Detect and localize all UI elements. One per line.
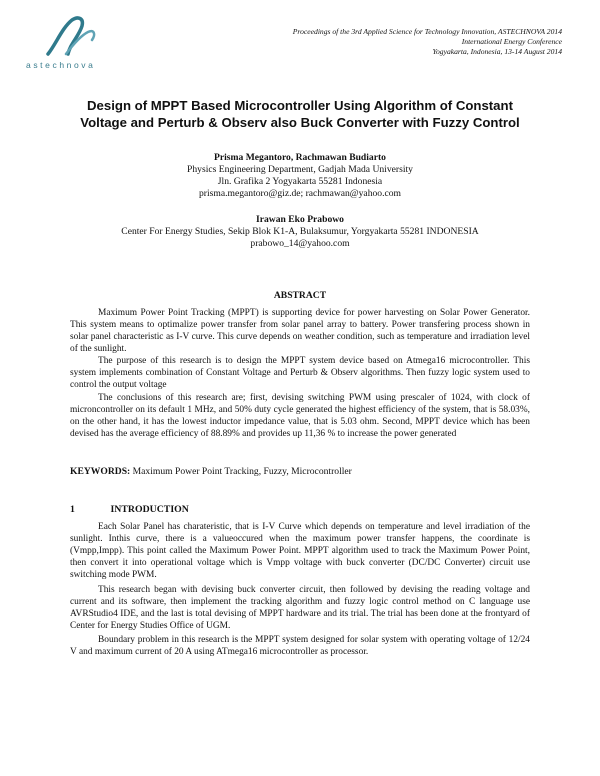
keywords-label: KEYWORDS: (70, 466, 131, 477)
conference-header (222, 27, 562, 57)
author-email-2: prabowo_14@yahoo.com (250, 238, 350, 249)
author-email: prisma.megantoro@giz.de; rachmawan@yahoo.com (198, 188, 402, 199)
abstract-paragraph-1: Maximum Power Point Tracking (MPPT) is supporting device for power harvesting on Solar Power Generator. This system means to optimalize power transfer from solar panel array to battery. Power transfering process shown in solar panel characteristic as I-V curve. This curve depends on weather condition, such as temperature and irradiation level of the sunlight. (70, 308, 530, 354)
intro-paragraph-3: Boundary problem in this research is the MPPT system designed for solar system with operating voltage of 12/24 V and maximum current of 20 A using ATmega16 microcontroller as processor. (70, 635, 530, 657)
abstract-paragraph-2: The purpose of this research is to design the MPPT system device based on Atmega16 microcontroller. This system implements combination of Constant Voltage and Perturb & Observ algorithms. Then fuzzy logic system used to control the output voltage (70, 356, 530, 390)
author-names: Prisma Megantoro, Rachmawan Budiarto (214, 152, 386, 163)
author-department: Physics Engineering Department, Gadjah Mada University (187, 164, 413, 175)
section-number: 1 (70, 504, 75, 515)
title-line-1: Design of MPPT Based Microcontroller Using Algorithm of Constant (87, 98, 513, 113)
logo-wordmark: astechnova (26, 60, 96, 70)
conference-line-1: Proceedings of the 3rd Applied Science for Technology Innovation, ASTECHNOVA 2014 (292, 27, 562, 36)
abstract-paragraph-3: The conclusions of this research are; first, devising switching PWM using prescaler of 1024, with clock of microncontroller on its default 1 MHz, and 50% duty cycle generated the highest efficiency of the system, that is 58.03%, on the other hand, it has the lowest inductor impedance value, that is 5.03 ohm. Second, MPPT device which has been devised has the average efficiency of 88.89% and provides up 11,36 % to increase the power generated (70, 393, 530, 439)
keywords-text: Maximum Power Point Tracking, Fuzzy, Microcontroller (132, 466, 352, 477)
author-address: Jln. Grafika 2 Yogyakarta 55281 Indonesia (217, 176, 383, 187)
section-heading (70, 504, 189, 515)
astechnova-logo (22, 14, 132, 74)
author-name-2: Irawan Eko Prabowo (256, 214, 344, 225)
author-block-2 (40, 214, 560, 250)
author-block-1 (40, 152, 560, 200)
paper-title (40, 97, 560, 131)
keywords-line (70, 466, 540, 477)
conference-line-2: International Energy Conference (461, 37, 562, 46)
section-title: INTRODUCTION (110, 504, 189, 515)
logo-swirl-icon (42, 14, 98, 60)
title-line-2: Voltage and Perturb & Observ also Buck Converter with Fuzzy Control (80, 115, 520, 130)
intro-paragraph-2: This research began with devising buck converter circuit, then followed by devising the reading voltage and current and its software, then implement the tracking algorithm and fuzzy logic control method on C language use AVRStudio4 IDE, and the last is total devising of MPPT hardware and its trial. The trial has been done at the frontyard of Center for Energy Studies Office of UGM. (70, 585, 530, 631)
conference-line-3: Yogyakarta, Indonesia, 13-14 August 2014 (432, 47, 562, 56)
author-affiliation-2: Center For Energy Studies, Sekip Blok K1-A, Bulaksumur, Yorgyakarta 55281 INDONESIA (121, 226, 479, 237)
abstract-heading: ABSTRACT (273, 290, 327, 301)
intro-paragraph-1: Each Solar Panel has charateristic, that is I-V Curve which depends on temperature and level irradiation of the sunlight. Inthis curve, there is a valueoccured when the maximum power transfer happens, the coordinate is (Vmpp,Impp). This point called the Maximum Power Point. MPPT algorithm used to track the Maximum Power Point, then convert it into operational voltage which is Vmpp voltage with buck converter (DC/DC Converter) circuit use switching mode PWM. (70, 522, 530, 580)
